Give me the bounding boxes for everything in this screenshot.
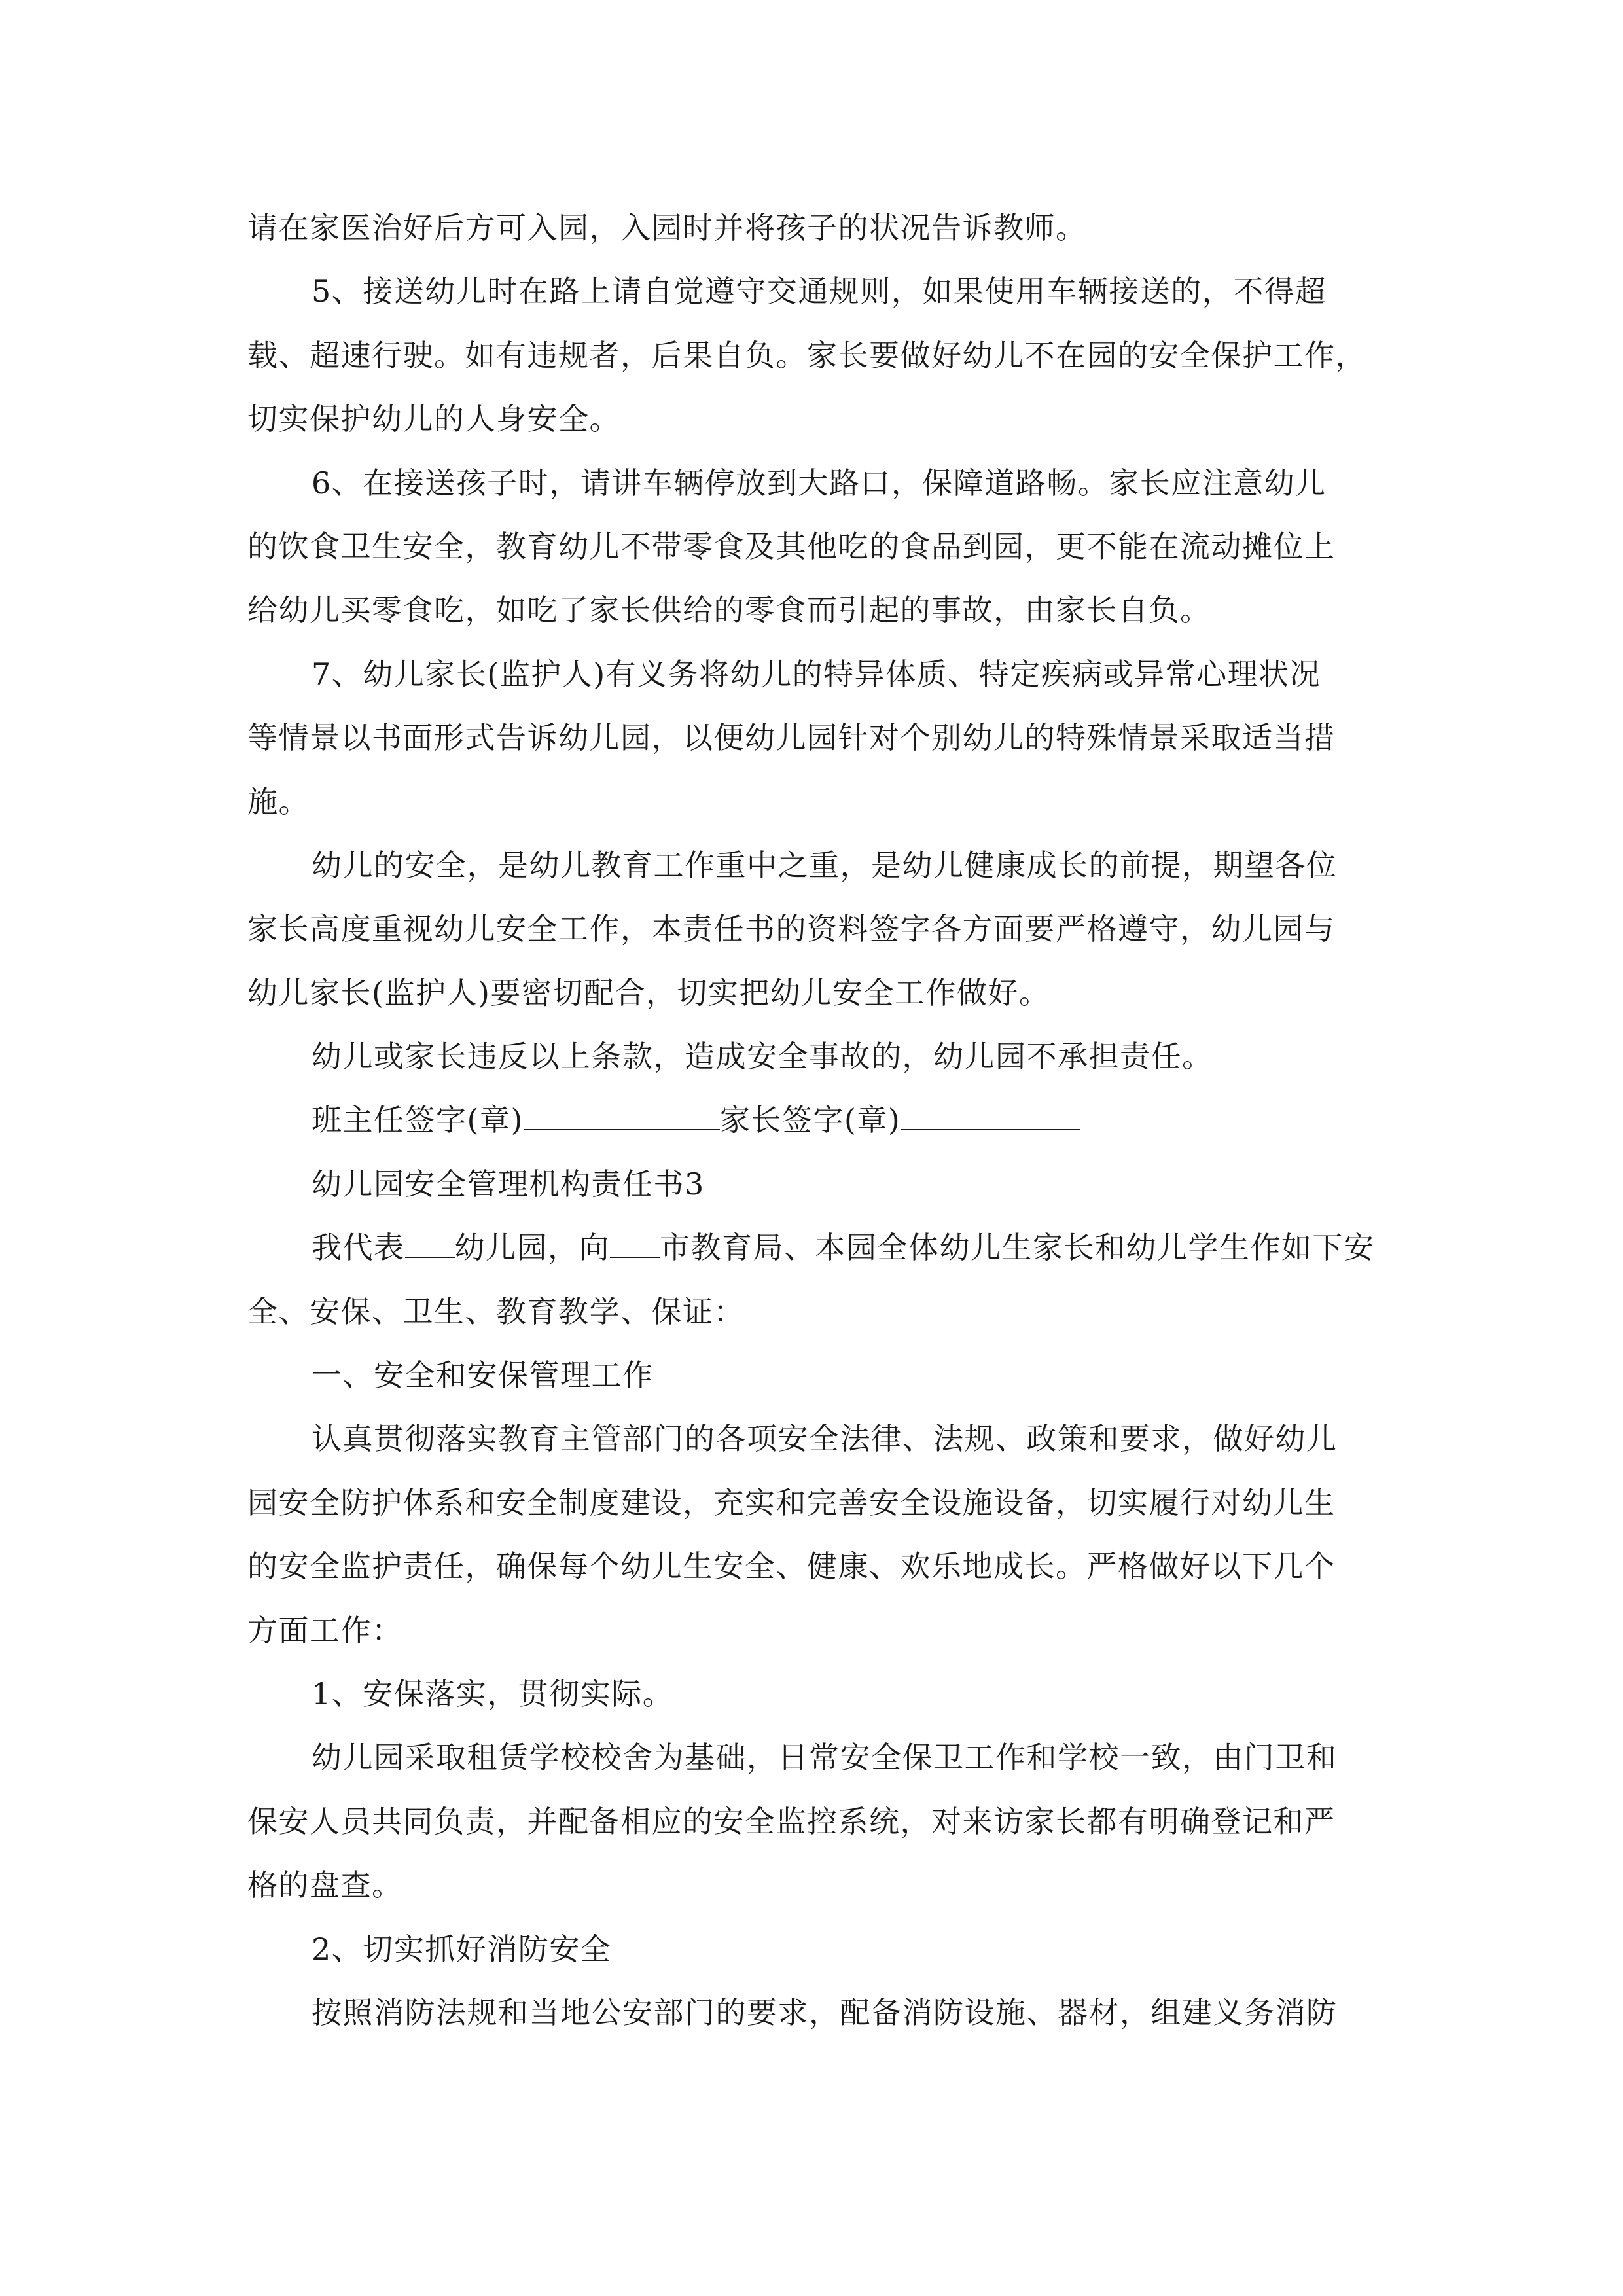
text-line: 保安人员共同负责，并配备相应的安全监控系统，对来访家长都有明确登记和严 — [247, 1803, 1336, 1839]
text-line: 幼儿园采取租赁学校校舍为基础，日常安全保卫工作和学校一致，由门卫和 — [312, 1740, 1338, 1776]
text-line: 6、在接送孩子时，请讲车辆停放到大路口，保障道路畅。家长应注意幼儿 — [312, 465, 1327, 501]
text-line: 5、接送幼儿时在路上请自觉遵守交通规则，如果使用车辆接送的，不得超 — [312, 274, 1327, 310]
subheading: 1、安保落实，贯彻实际。 — [312, 1676, 674, 1712]
text-line: 等情景以书面形式告诉幼儿园，以便幼儿园针对个别幼儿的特殊情景采取适当措 — [247, 720, 1336, 756]
text-line: 按照消防法规和当地公安部门的要求，配备消防设施、器材，组建义务消防 — [312, 1994, 1338, 2030]
text-line: 给幼儿买零食吃，如吃了家长供给的零食而引起的事故，由家长自负。 — [247, 592, 1211, 628]
text-line: 幼儿或家长违反以上条款，造成安全事故的，幼儿园不承担责任。 — [312, 1039, 1213, 1075]
city-name-blank[interactable] — [610, 1230, 660, 1258]
text-line: 请在家医治好后方可入园，入园时并将孩子的状况告诉教师。 — [247, 210, 1087, 245]
text-line: 家长高度重视幼儿安全工作，本责任书的资料签字各方面要严格遵守，幼儿园与 — [247, 911, 1336, 947]
text-line: 的饮食卫生安全，教育幼儿不带零食及其他吃的食品到园，更不能在流动摊位上 — [247, 528, 1336, 564]
text-line: 的安全监护责任，确保每个幼儿生安全、健康、欢乐地成长。严格做好以下几个 — [247, 1549, 1336, 1585]
kindergarten-name-blank[interactable] — [405, 1230, 455, 1258]
text-line: 方面工作： — [247, 1612, 403, 1648]
text-line: 7、幼儿家长(监护人)有义务将幼儿的特异体质、特定疾病或异常心理状况 — [312, 656, 1321, 692]
subheading: 2、切实抓好消防安全 — [312, 1931, 612, 1967]
section-title: 幼儿园安全管理机构责任书3 — [312, 1166, 705, 1202]
text-line: 幼儿家长(监护人)要密切配合，切实把幼儿安全工作做好。 — [247, 975, 1050, 1011]
pledge-text: 我代表 — [312, 1230, 405, 1266]
text-line: 全、安保、卫生、教育教学、保证： — [247, 1293, 745, 1329]
text-line: 施。 — [247, 783, 310, 819]
teacher-signature-label: 班主任签字(章) — [312, 1102, 524, 1138]
signature-line — [247, 1088, 1377, 1152]
text-line: 载、超速行驶。如有违规者，后果自负。家长要做好幼儿不在园的安全保护工作， — [247, 337, 1366, 373]
subheading: 一、安全和安保管理工作 — [312, 1357, 654, 1393]
text-line: 幼儿的安全，是幼儿教育工作重中之重，是幼儿健康成长的前提，期望各位 — [312, 847, 1338, 883]
parent-signature-blank[interactable] — [901, 1103, 1080, 1130]
text-line: 切实保护幼儿的人身安全。 — [247, 401, 620, 437]
pledge-line — [247, 1216, 1377, 1280]
text-line: 格的盘查。 — [247, 1867, 403, 1903]
document-page — [247, 196, 1377, 2045]
pledge-text: 幼儿园，向 — [454, 1230, 610, 1266]
teacher-signature-blank[interactable] — [524, 1103, 720, 1130]
text-line: 园安全防护体系和安全制度建设，充实和完善安全设施设备，切实履行对幼儿生 — [247, 1484, 1336, 1520]
parent-signature-label: 家长签字(章) — [719, 1102, 901, 1138]
pledge-text: 市教育局、本园全体幼儿生家长和幼儿学生作如下安 — [660, 1230, 1375, 1266]
text-line: 认真贯彻落实教育主管部门的各项安全法律、法规、政策和要求，做好幼儿 — [312, 1421, 1338, 1457]
